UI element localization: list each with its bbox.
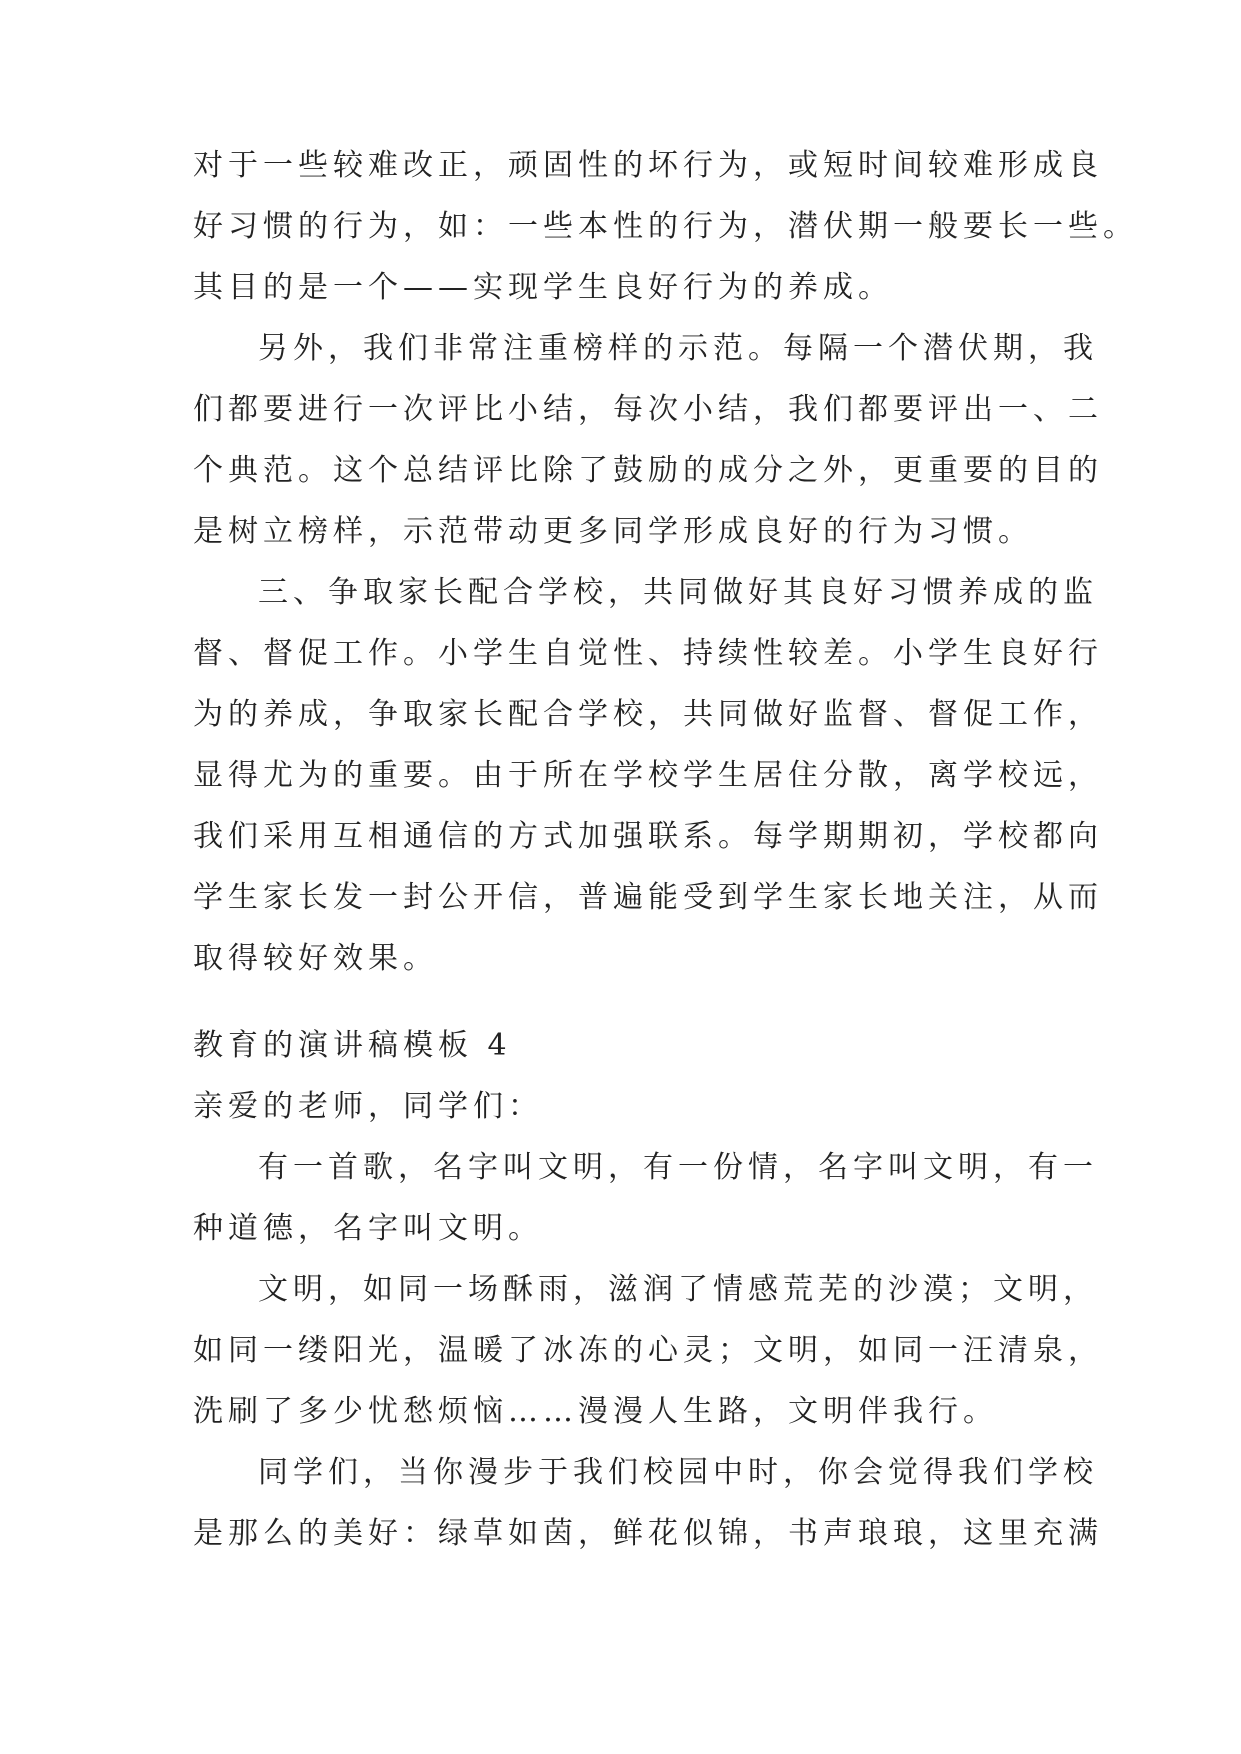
text-line: 同学们，当你漫步于我们校园中时，你会觉得我们学校 [258,1455,1098,1490]
paragraph-civility-metaphors [193,1259,1103,1442]
paragraph-parent-cooperation [193,562,1103,989]
section-2-body [193,1015,1103,1564]
text-line: 督、督促工作。小学生自觉性、持续性较差。小学生良好行 [193,636,1103,671]
text-line: 学生家长发一封公开信，普遍能受到学生家长地关注，从而 [193,880,1103,915]
text-line: 取得较好效果。 [193,941,438,976]
text-line: 对于一些较难改正，顽固性的坏行为，或短时间较难形成良 [193,148,1103,183]
text-line: 洗刷了多少忧愁烦恼……漫漫人生路，文明伴我行。 [193,1394,998,1429]
paragraph-habit-formation [193,135,1138,318]
text-line: 种道德，名字叫文明。 [193,1211,543,1246]
salutation: 亲爱的老师，同学们： [193,1089,543,1124]
text-line: 是树立榜样，示范带动更多同学形成良好的行为习惯。 [193,514,1033,549]
text-line: 好习惯的行为，如：一些本性的行为，潜伏期一般要长一些。 [193,209,1138,244]
text-line: 三、争取家长配合学校，共同做好其良好习惯养成的监 [258,575,1098,610]
text-line: 另外，我们非常注重榜样的示范。每隔一个潜伏期，我 [258,331,1098,366]
text-line: 如同一缕阳光，温暖了冰冻的心灵；文明，如同一汪清泉， [193,1333,1103,1368]
text-line: 为的养成，争取家长配合学校，共同做好监督、督促工作， [193,697,1103,732]
section-1-body [193,135,1138,989]
paragraph-song-of-civility [193,1137,1098,1259]
text-line: 是那么的美好：绿草如茵，鲜花似锦，书声琅琅，这里充满 [193,1516,1103,1551]
text-line: 我们采用互相通信的方式加强联系。每学期期初，学校都向 [193,819,1103,854]
section-title: 教育的演讲稿模板 4 [193,1028,512,1063]
text-line: 有一首歌，名字叫文明，有一份情，名字叫文明，有一 [258,1150,1098,1185]
paragraph-campus [193,1442,1103,1564]
text-line: 文明，如同一场酥雨，滋润了情感荒芜的沙漠；文明， [258,1272,1098,1307]
text-line: 其目的是一个——实现学生良好行为的养成。 [193,270,893,305]
text-line: 们都要进行一次评比小结，每次小结，我们都要评出一、二 [193,392,1103,427]
text-line: 显得尤为的重要。由于所在学校学生居住分散，离学校远， [193,758,1103,793]
text-line: 个典范。这个总结评比除了鼓励的成分之外，更重要的目的 [193,453,1103,488]
paragraph-role-models [193,318,1103,562]
